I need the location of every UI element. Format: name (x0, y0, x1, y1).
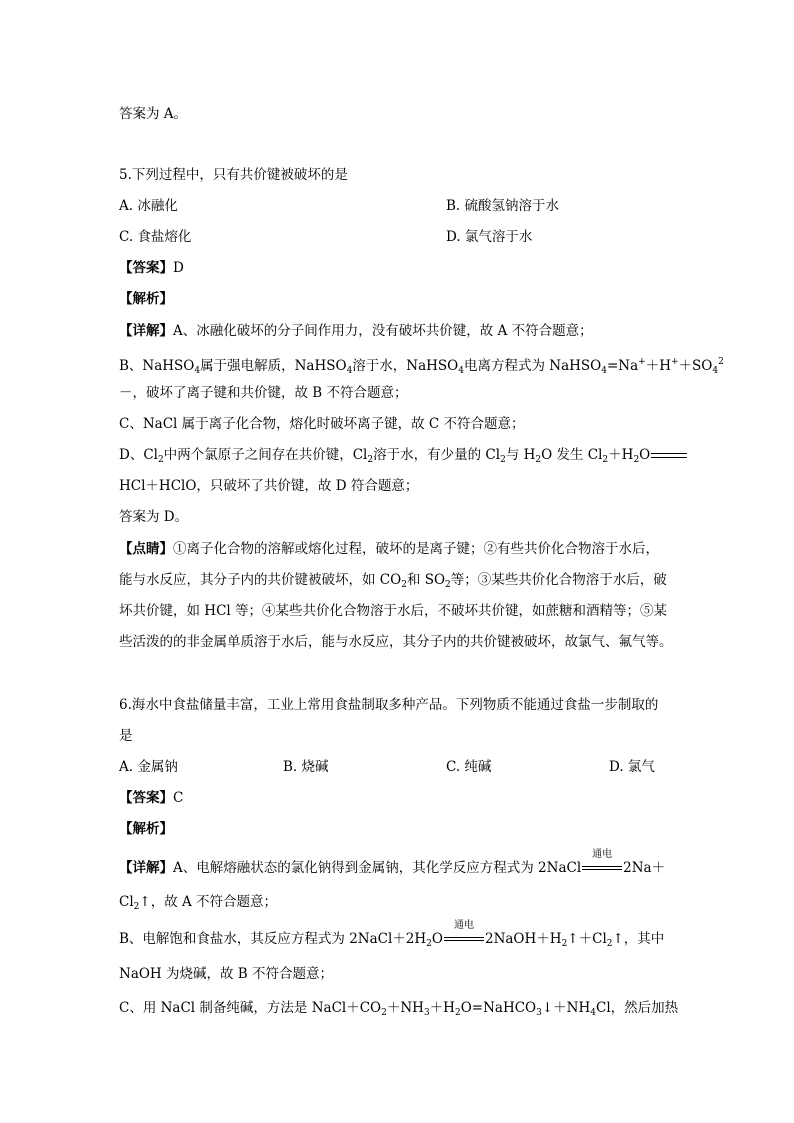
subscript: 2 (367, 455, 374, 465)
detail-c-text: Cl，然后加热 (596, 1000, 679, 1016)
q6-option-d: D. 氯气 (609, 759, 655, 775)
detail-d-text: O 发生 Cl (541, 447, 603, 463)
detail-b-text: 2NaOH＋H (484, 931, 562, 947)
q6-detail-b (119, 920, 665, 954)
q6-stem: 6.海水中食盐储量丰富，工业上常用食盐制取多种产品。下列物质不能通过食盐一步制取的 (119, 697, 659, 713)
arrow-bar (444, 940, 484, 941)
detail-b-text: =Na (606, 358, 639, 374)
tip-text: 等；③某些共价化合物溶于水后，破 (450, 572, 667, 588)
subscript: 2 (445, 580, 451, 590)
q6-option-c: C. 纯碱 (446, 759, 492, 775)
detail-b-text: ↑＋Cl (567, 931, 607, 947)
tip-tag: 【点睛】 (119, 541, 173, 557)
answer-tag: 【答案】 (119, 790, 173, 806)
q6-detail-c (119, 998, 678, 1023)
subscript: 2 (133, 902, 140, 912)
arrow-bar (582, 869, 622, 870)
electrolysis-label: 通电 (592, 849, 613, 860)
detail-c-text: ＋NH (386, 1000, 424, 1016)
answer-tag: 【答案】 (119, 260, 173, 276)
q5-detail-d-cont: HCl＋HClO，只破坏了共价键，故 D 符合题意； (119, 478, 419, 494)
detail-c-text: O=NaHCO (460, 1000, 537, 1016)
q5-detail-a (119, 321, 593, 341)
detail-b-text: 、NaHSO (128, 358, 195, 374)
q5-tip-2 (119, 570, 667, 595)
detail-d-text: ＋H (608, 447, 634, 463)
detail-a-text: 2Na＋ (623, 860, 666, 876)
electrolysis-arrow-icon (444, 920, 484, 945)
q5-answer (119, 258, 184, 278)
detail-b-text: 电离方程式为 NaHSO (463, 358, 602, 374)
subscript: 2 (602, 455, 609, 465)
q6-analysis-tag: 【解析】 (119, 821, 173, 837)
subscript: 4 (458, 366, 464, 376)
detail-b-text: 溶于水，NaHSO (352, 358, 459, 374)
tip-text: ①离子化合物的溶解或熔化过程，破坏的是离子键；②有些共价化合物溶于水后， (173, 541, 659, 557)
detail-b-text: ↑，其中 (612, 931, 665, 947)
equilibrium-arrow-icon (651, 450, 687, 462)
tip-text: 能与水反应，其分子内的共价键被破坏，如 CO (119, 572, 402, 588)
previous-answer: 答案为 A。 (119, 106, 188, 122)
q5-option-d: D. 氯气溶于水 (446, 229, 533, 245)
electrolysis-label: 通电 (453, 920, 474, 931)
q5-detail-d (119, 445, 688, 470)
subscript: 4 (194, 366, 201, 376)
q6-option-a: A. 金属钠 (119, 759, 178, 775)
subscript: 4 (590, 1008, 596, 1018)
subscript: 2 (426, 939, 432, 949)
subscript: 4 (601, 366, 607, 376)
superscript: 2 (718, 357, 724, 367)
q6-detail-a (119, 849, 666, 878)
detail-a-text: A、电解熔融状态的氯化钠得到金属钠，其化学反应方程式为 2NaCl (173, 860, 582, 876)
detail-d-text: 中两个氯原子之间存在共价键，Cl (163, 447, 368, 463)
detail-b-text: B、电解饱和食盐水，其反应方程式为 2NaCl＋2H (119, 931, 427, 947)
q6-answer (119, 788, 183, 808)
q5-detail-c: C、NaCl 属于离子化合物，熔化时破坏离子键，故 C 不符合题意； (119, 416, 525, 432)
q5-stem: 5.下列过程中，只有共价键被破坏的是 (119, 167, 348, 183)
detail-b-text: ＋H (645, 358, 671, 374)
detail-b-text: ＋SO (678, 358, 713, 374)
detail-d-text: O (639, 447, 651, 463)
detail-d-text: D、Cl (119, 447, 158, 463)
q5-detail-b-cont: －，破坏了离子键和共价键，故 B 不符合题意； (119, 385, 408, 401)
q6-stem-cont: 是 (119, 728, 133, 744)
detail-b-text: O (431, 931, 443, 947)
subscript: 2 (157, 455, 164, 465)
detail-c-text: ＋H (429, 1000, 455, 1016)
tip-text: 和 SO (406, 572, 446, 588)
q5-detail-b (119, 352, 724, 381)
q6-option-b: B. 烧碱 (283, 759, 329, 775)
subscript: 4 (346, 366, 353, 376)
arrow-bar (582, 866, 622, 867)
detail-a-text: ↑，故 A 不符合题意； (139, 894, 278, 910)
q5-tip-4: 些活泼的的非金属单质溶于水后，能与水反应，其分子内的共价键被破坏，故氯气、氟气等。 (119, 634, 673, 650)
detail-b-text: 属于强电解质，NaHSO (200, 358, 347, 374)
detail-a-text: A、冰融化破坏的分子间作用力，没有破坏共价键，故 A 不符合题意； (173, 323, 593, 339)
q5-tip-3: 坏共价键，如 HCl 等；④某些共价化合物溶于水后，不破坏共价键，如蔗糖和酒精等；⑤某 (119, 603, 668, 619)
detail-c-text: ↓＋NH (541, 1000, 591, 1016)
subscript: 2 (401, 580, 407, 590)
detail-d-text: 与 H (505, 447, 536, 463)
arrow-bar (444, 937, 484, 938)
subscript: 2 (606, 939, 613, 949)
subscript: 3 (536, 1008, 542, 1018)
subscript: 4 (712, 366, 719, 376)
q5-analysis-tag: 【解析】 (119, 291, 173, 307)
answer-value: C (173, 790, 184, 806)
subscript: 2 (381, 1008, 387, 1018)
subscript: 2 (500, 455, 506, 465)
superscript: + (670, 357, 679, 367)
q5-conclusion: 答案为 D。 (119, 509, 189, 525)
q5-tip-1 (119, 539, 659, 559)
detail-c-text: C、用 NaCl 制备纯碱，方法是 NaCl＋CO (119, 1000, 382, 1016)
q6-detail-a-cont (119, 892, 277, 917)
detail-tag: 【详解】 (119, 860, 173, 876)
superscript: + (638, 357, 646, 367)
subscript: 2 (561, 939, 568, 949)
q5-option-a: A. 冰融化 (119, 198, 178, 214)
answer-value: D (173, 260, 184, 276)
electrolysis-arrow-icon (582, 849, 622, 874)
detail-tag: 【详解】 (119, 323, 173, 339)
detail-d-text: 溶于水，有少量的 Cl (373, 447, 501, 463)
q6-detail-b-cont: NaOH 为烧碱，故 B 不符合题意； (119, 966, 333, 982)
q5-option-c: C. 食盐熔化 (119, 229, 192, 245)
q5-option-b: B. 硫酸氢钠溶于水 (446, 198, 560, 214)
subscript: 2 (454, 1008, 461, 1018)
detail-b-text: B (119, 358, 129, 374)
subscript: 3 (423, 1008, 430, 1018)
subscript: 2 (633, 455, 640, 465)
detail-a-text: Cl (119, 894, 134, 910)
subscript: 2 (535, 455, 542, 465)
